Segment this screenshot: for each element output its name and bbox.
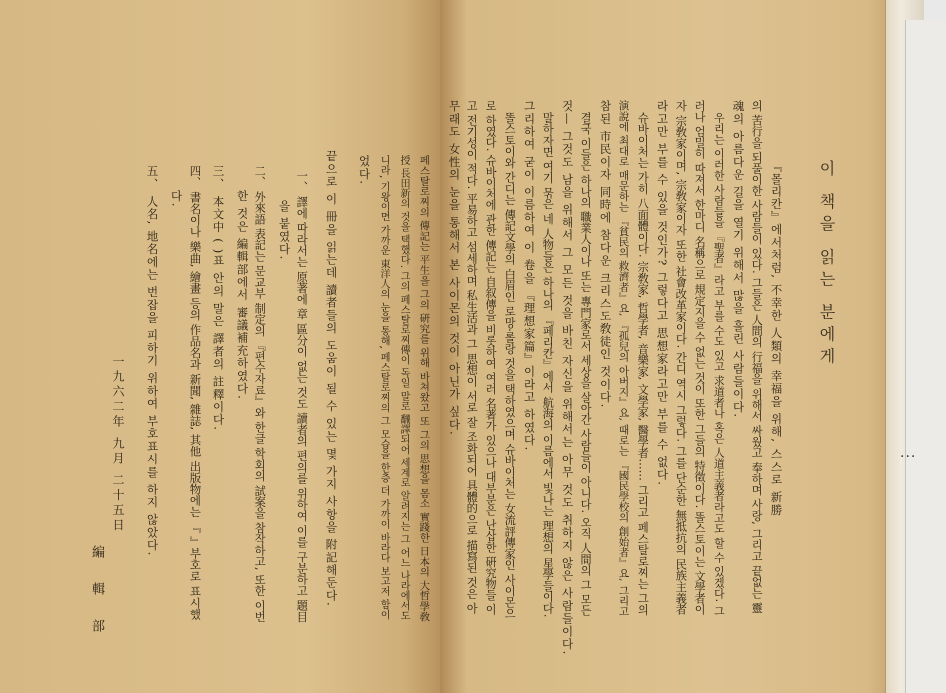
back-page-edge [905, 20, 946, 693]
left-page [0, 0, 440, 693]
right-line-3: 魂의 아름다운 길을 열기 위해서 많을 흘린 사람들이다. [731, 100, 746, 419]
left-line-2: 授 長田新의 것을 택했다. 그의 페스탈로찌傳이 독일 말로 飜譯되어 세계로 알려지는 그 어느 나라에서도 [398, 155, 410, 621]
page-title: 이 책을 읽는 분에게 [817, 160, 836, 370]
right-line-1: 『몰리칸』에서처럼, 不幸한 人類의 幸福을 위해, 스스로 新勝 [769, 160, 784, 517]
right-line-8: 슈바이처는 가히 八面體이다. 宗敎家, 哲學者, 音樂家, 文學家, 醫學者…… 그리고 페스탈로찌는 그의 [636, 112, 650, 616]
right-line-9: 演說에 최대로 매문하는 『貧民의 救濟者』요, 『孤兒의 아버지』요, 때로는 『國民學校의 創始者』요, 그리고 [617, 100, 630, 617]
left-line-9: 한 것은 編輯部에서 審議補充하였다. [235, 190, 250, 400]
right-line-11: 결국 이들은 하나의 職業人이나 또는 專門家로서 세상을 살아간 사람들이 아니다. 오직 人間의 그 모든 [579, 112, 593, 616]
edge-marks: ... [900, 445, 917, 461]
left-line-11: 四、 書名이나 樂曲, 繪畫 등의 作品名과 新聞, 雜誌, 其他 出版物에는 『 』부호로 표시했 [188, 165, 203, 620]
left-line-5: 끝으로 이 冊을 읽는데 讀者들의 도움이 될 수 있는 몇 가지 사항을 附記해둔다. [324, 150, 339, 607]
left-line-1: 페스탈로찌의 傳記는 平生을 그의 硏究를 위해 바쳐왔고 또 그의 思想을 몸소 實踐한 日本의 大哲學敎 [417, 155, 430, 622]
right-line-17: 고 전기성이 적다. 平易하고 섬세하며 私生活과 그 思想이 서로 잘 조화되어 具體的으로 描寫된 것은 아 [465, 100, 479, 614]
editor-signature: 編 輯 部 [89, 545, 104, 643]
right-line-12: 것— 그것도 남을 위해서 그 모든 것을 바친 자신을 위해서는 아무 것도 취하지 않은 사람들이다. [560, 100, 575, 656]
right-line-10: 참된 市民이자 同時에 참다운 크리스도敎徒인 것이다. [598, 100, 613, 409]
right-line-15: 똘스토이와 간디는 傳記文學의 白眉인 로망·롤랑 것을 택하였으며 슈바이처는 女流評傳家인 사이몬으 [503, 112, 517, 619]
left-line-3: 니라, 기왕이면 가까운 東洋人의 눈을 통해, 페스탈로찌의 그 모습을 한층 더 가까이 바라다 보고저 함이 [378, 155, 390, 620]
left-line-6: 一、 譯에 따라서는 原著에 章 區分이 없는 것도 讀者의 편의를 위하여 이를 구분하고 題目 [295, 170, 309, 623]
right-line-2: 의 苦行을 되풀이한 사람들이 있다. 그들은 人間의 行福을 위해서 싸웠고 奉하며 사랑, 그리고 끝없는 靈 [750, 100, 764, 614]
left-line-7: 을 붙였다. [277, 200, 292, 261]
right-line-14: 그리하여 굳이 이름하여 이 卷을 『理想家篇』이라고 하였다. [522, 100, 537, 452]
right-line-16: 로 하였다. 슈바이처에 관한 傳記는 自叙傳을 비롯하여 여러 名著가 있으나 대부분은 난삽한 硏究物들 이 [484, 100, 498, 616]
right-line-18: 무래도 女性의 눈을 통해서 본 사이몬의 것이 아닌가 싶다. [447, 100, 462, 436]
right-line-4: 우리는 이러한 사람들을 『聖者』라고 부를 수도 있고 求道者나 혹은 人道主義者라고도 할 수 있겠다. 그 [712, 112, 726, 617]
right-line-5: 러나 엄밀히 따져서 한마디 名稱으로 規定지을 수 없는 것이 또한 그들의 特徵이다. 똘스토이는 文學者이 [693, 100, 707, 616]
left-line-12: 다. [169, 190, 184, 208]
left-line-13: 五、 人名, 地名에는 번잡을 피하기 위하여 부호표시를 하지 않았다. [145, 165, 160, 557]
date-line: 一九六二年 九月 二十五日 [111, 355, 125, 534]
left-line-4: 었다. [357, 155, 372, 186]
right-line-13: 말하자면 여기 묶은 네 人物들은 하나의 『페리칸』에서 航海의 이름에서 빛나는 理想의 星學들이다. [541, 112, 555, 618]
left-line-10: 三、 本文中 ( )표 안의 말은 譯者의 註釋이다. [211, 165, 226, 432]
right-line-6: 자 宗敎家이며, 宗敎家이자 또한 社會改革家이다. 간디 역시 그렇다. 그를 단순한 無抵抗의 民族主義者 [674, 100, 689, 615]
right-page [440, 0, 890, 693]
left-line-8: 二、 外來語 表記는 문교부 制定의 『편수자료』와 한글 학회의 試案을 참작하고, 또한 이번 [253, 165, 267, 623]
right-line-7: 라고만 부를 수 있을 것인가? 그렇다고 思想家라고만 부를 수 없다. [655, 100, 670, 487]
